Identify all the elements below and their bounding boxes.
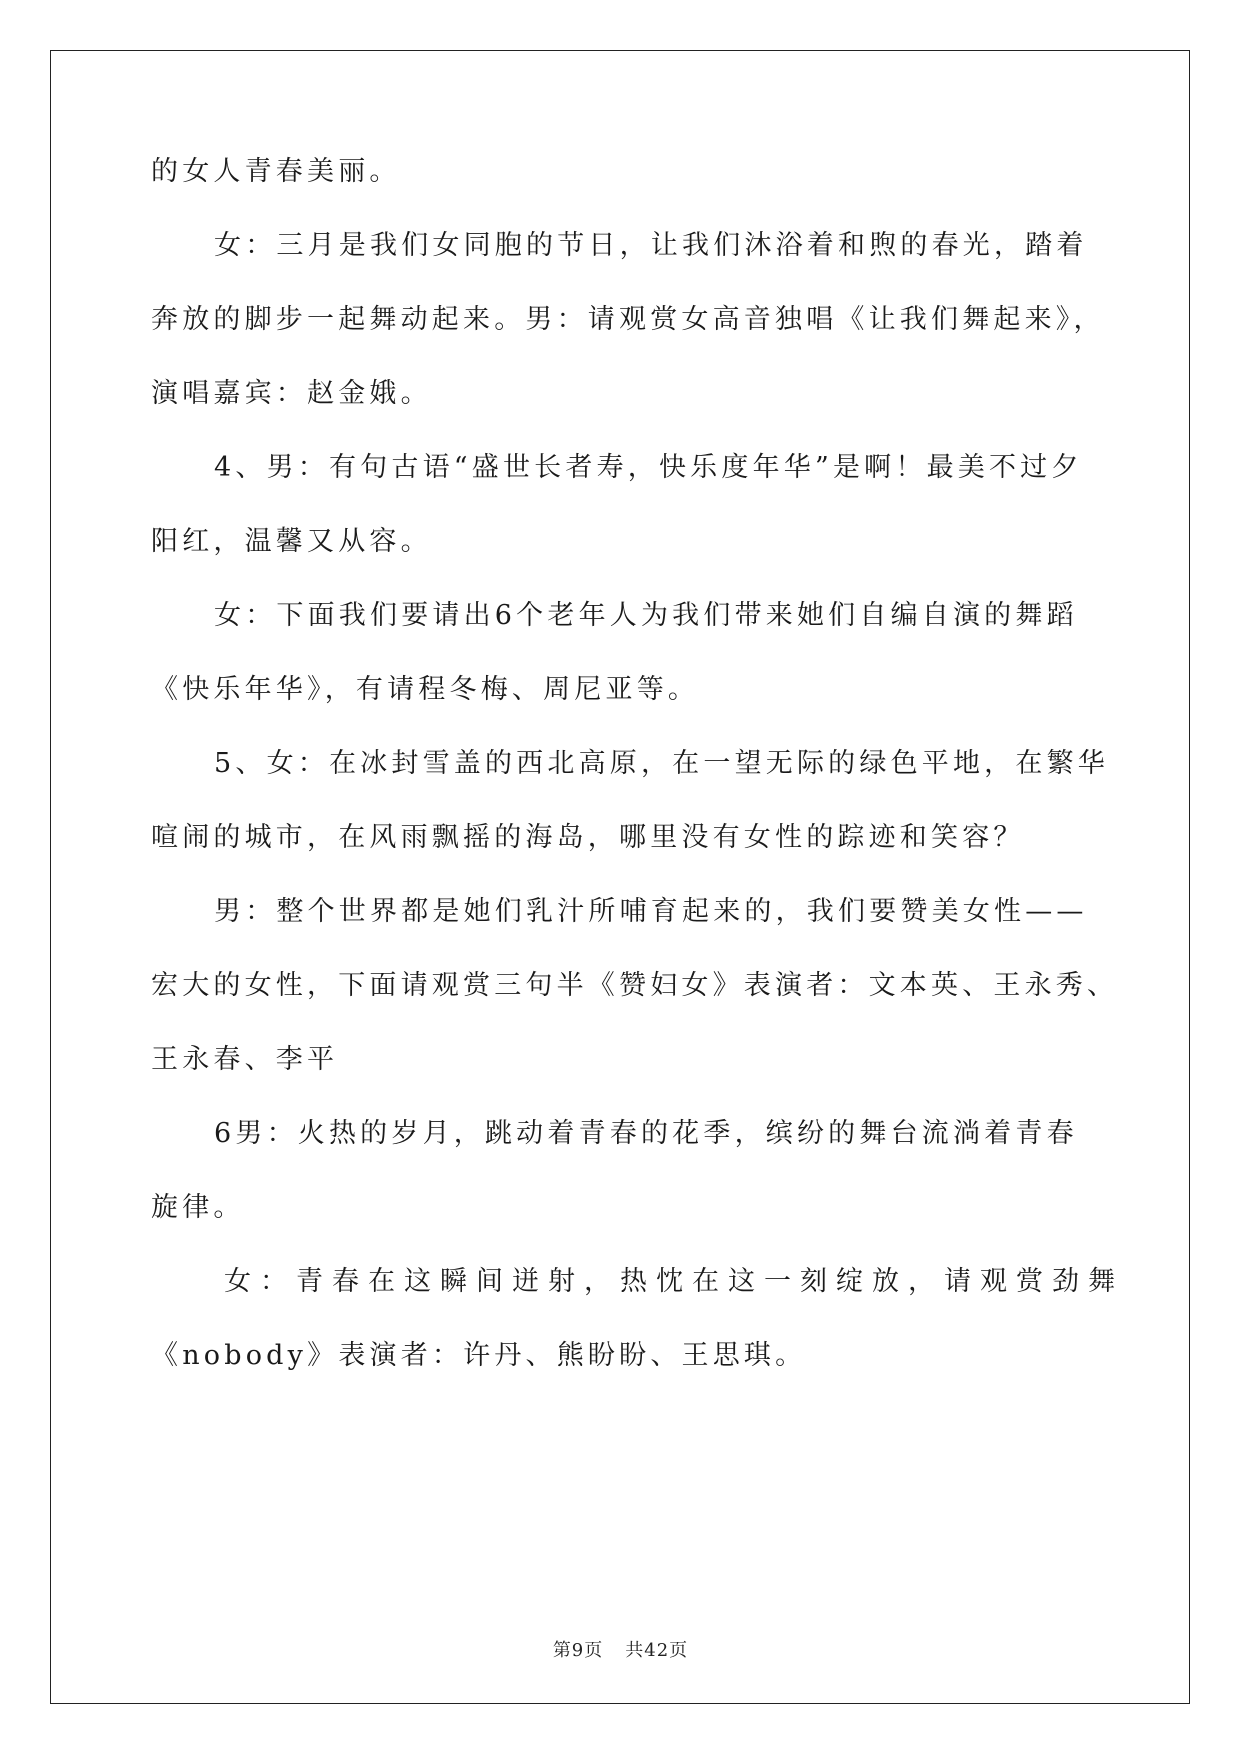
text-line: 演唱嘉宾：赵金娥。: [151, 378, 432, 409]
text-line: 女：下面我们要请出6个老年人为我们带来她们自编自演的舞蹈: [214, 600, 1078, 631]
text-line: 《nobody》表演者：许丹、熊盼盼、王思琪。: [151, 1340, 807, 1371]
text-line: 喧闹的城市，在风雨飘摇的海岛，哪里没有女性的踪迹和笑容？: [151, 822, 1025, 853]
text-line: 《快乐年华》，有请程冬梅、周尼亚等。: [151, 674, 700, 705]
page-number: 第9页: [552, 1640, 604, 1661]
text-line: 宏大的女性，下面请观赏三句半《赞妇女》表演者：文本英、王永秀、: [151, 970, 1119, 1001]
text-line: 女：三月是我们女同胞的节日，让我们沐浴着和煦的春光，踏着: [214, 230, 1088, 261]
text-line: 的女人青春美丽。: [151, 156, 401, 187]
text-line: 5、女：在冰封雪盖的西北高原，在一望无际的绿色平地，在繁华: [214, 748, 1109, 779]
text-line: 阳红，温馨又从容。: [151, 526, 432, 557]
text-line: 4、男：有句古语“盛世长者寿，快乐度年华”是啊！最美不过夕: [214, 452, 1083, 483]
text-line: 女：青春在这瞬间迸射，热忱在这一刻绽放，请观赏劲舞: [224, 1266, 1124, 1297]
page-border: [50, 50, 1190, 1704]
page-footer: [0, 1636, 1241, 1662]
page-total: 共42页: [625, 1640, 689, 1661]
text-line: 奔放的脚步一起舞动起来。男：请观赏女高音独唱《让我们舞起来》，: [151, 304, 1105, 335]
text-line: 6男：火热的岁月，跳动着青春的花季，缤纷的舞台流淌着青春: [214, 1118, 1078, 1149]
text-line: 男：整个世界都是她们乳汁所哺育起来的，我们要赞美女性——: [214, 896, 1088, 927]
text-line: 王永春、李平: [151, 1044, 339, 1075]
text-line: 旋律。: [151, 1192, 245, 1223]
